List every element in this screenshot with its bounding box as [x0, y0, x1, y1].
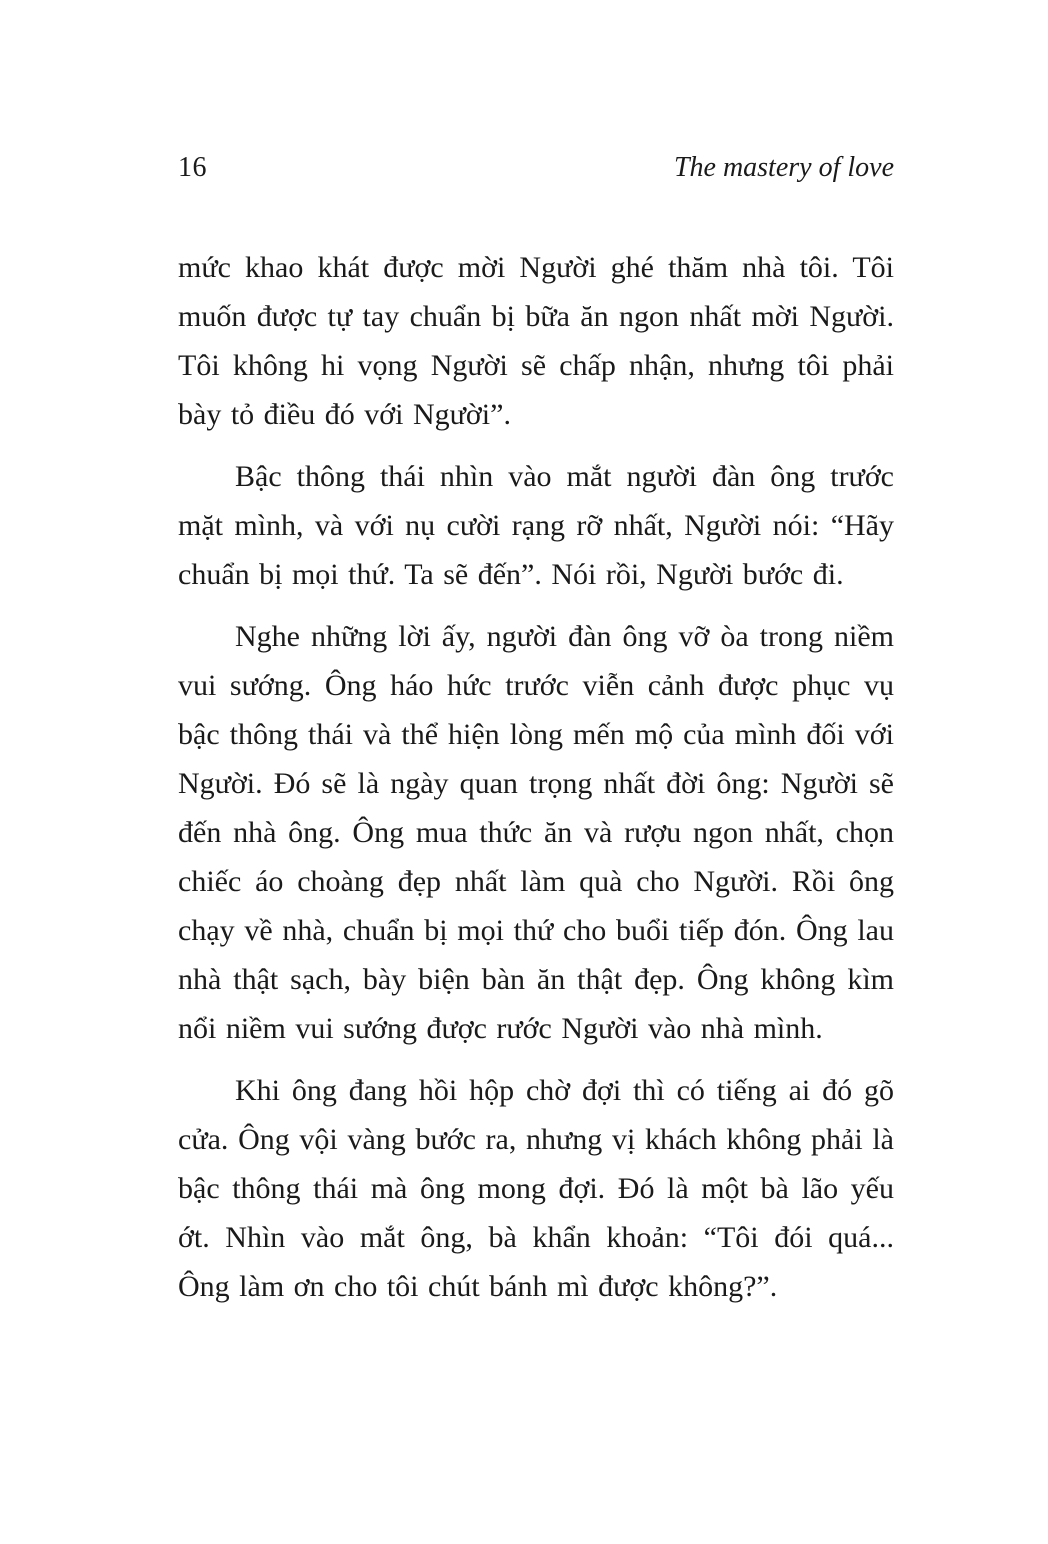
paragraph: Nghe những lời ấy, người đàn ông vỡ òa trong niềm vui sướng. Ông háo hức trước viễn cảnh được phục vụ bậc thông thái và thể hiện lòng mến mộ của mình đối với Người. Đó sẽ là ngày quan trọng nhất đời ông: Người sẽ đến nhà ông. Ông mua thức ăn và rượu ngon nhất, chọn chiếc áo choàng đẹp nhất làm quà cho Người. Rồi ông chạy về nhà, chuẩn bị mọi thứ cho buổi tiếp đón. Ông lau nhà thật sạch, bày biện bàn ăn thật đẹp. Ông không kìm nổi niềm vui sướng được rước Người vào nhà mình. — [178, 620, 894, 1045]
page-number: 16 — [178, 152, 207, 183]
running-header — [178, 150, 894, 186]
paragraph: Bậc thông thái nhìn vào mắt người đàn ông trước mặt mình, và với nụ cười rạng rỡ nhất, Người nói: “Hãy chuẩn bị mọi thứ. Ta sẽ đến”. Nói rồi, Người bước đi. — [178, 460, 894, 591]
paragraph: Khi ông đang hồi hộp chờ đợi thì có tiếng ai đó gõ cửa. Ông vội vàng bước ra, nhưng vị khách không phải là bậc thông thái mà ông mong đợi. Đó là một bà lão yếu ớt. Nhìn vào mắt ông, bà khẩn khoản: “Tôi đói quá... Ông làm ơn cho tôi chút bánh mì được không?”. — [178, 1074, 894, 1303]
body-text-block — [178, 243, 894, 1324]
paragraph: mức khao khát được mời Người ghé thăm nhà tôi. Tôi muốn được tự tay chuẩn bị bữa ăn ngon nhất mời Người. Tôi không hi vọng Người sẽ chấp nhận, nhưng tôi phải bày tỏ điều đó với Người”. — [178, 251, 894, 431]
running-title: The mastery of love — [673, 152, 894, 183]
